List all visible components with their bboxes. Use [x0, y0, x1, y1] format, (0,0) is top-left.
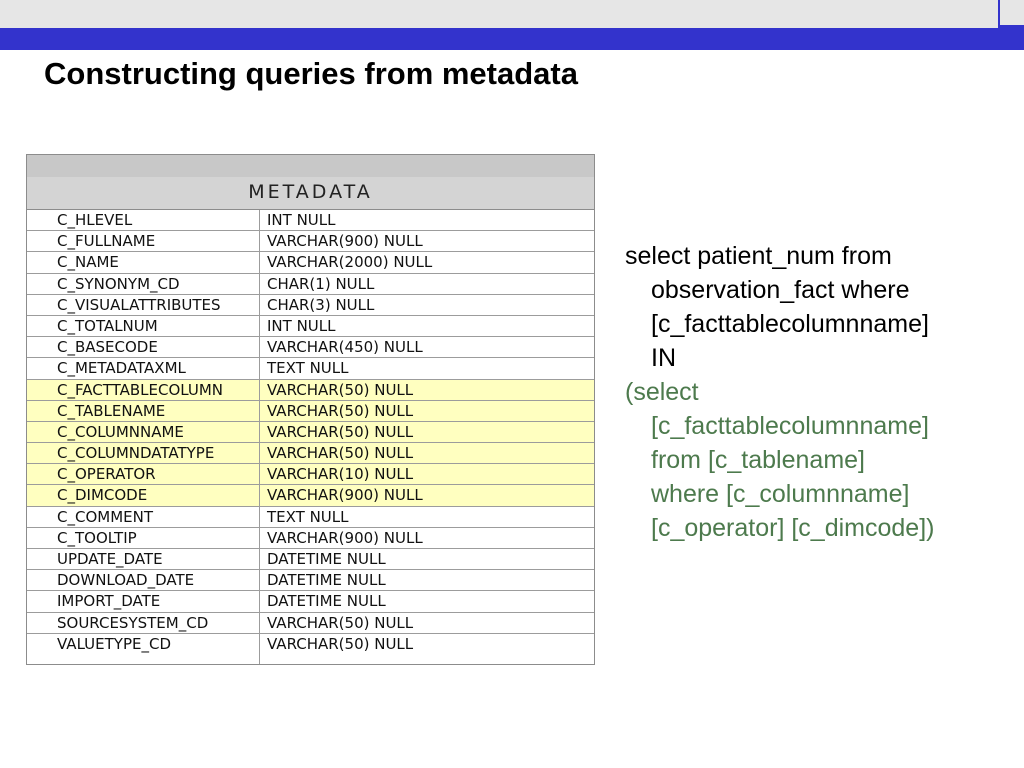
- sql-line: [c_facttablecolumnname]: [651, 412, 929, 440]
- column-name-cell: C_COMMENT: [27, 507, 260, 527]
- column-name-cell: C_FACTTABLECOLUMN: [27, 380, 260, 400]
- table-row: [27, 358, 594, 379]
- header-blue-corner: [998, 0, 1024, 50]
- sql-subquery: [625, 375, 1020, 545]
- table-row: [27, 380, 594, 401]
- column-type-cell: VARCHAR(50) NULL: [267, 444, 414, 463]
- metadata-table-header: [27, 155, 594, 210]
- column-name-cell: C_COLUMNDATATYPE: [27, 443, 260, 463]
- column-type-cell: TEXT NULL: [267, 507, 349, 526]
- column-name-cell: C_TOTALNUM: [27, 316, 260, 336]
- table-row: [27, 528, 594, 549]
- column-type-cell: DATETIME NULL: [267, 571, 386, 590]
- slide-title: Constructing queries from metadata: [44, 56, 578, 91]
- column-type-cell: INT NULL: [267, 211, 336, 229]
- table-row: [27, 295, 594, 316]
- sql-line: select patient_num from: [625, 242, 892, 270]
- table-row: [27, 401, 594, 422]
- column-name-cell: IMPORT_DATE: [27, 591, 260, 611]
- table-row: [27, 231, 594, 252]
- metadata-table-header-label: METADATA: [27, 177, 594, 209]
- column-type-cell: CHAR(1) NULL: [267, 274, 375, 293]
- table-row: [27, 443, 594, 464]
- sql-line: from [c_tablename]: [651, 446, 865, 474]
- table-row: [27, 422, 594, 443]
- header-gray-bar: [0, 0, 1024, 28]
- column-type-cell: VARCHAR(50) NULL: [267, 401, 414, 420]
- sql-query: [625, 239, 1020, 545]
- column-name-cell: DOWNLOAD_DATE: [27, 570, 260, 590]
- table-row: [27, 274, 594, 295]
- table-row: [27, 613, 594, 634]
- table-row: [27, 549, 594, 570]
- column-type-cell: INT NULL: [267, 316, 336, 335]
- column-type-cell: VARCHAR(50) NULL: [267, 422, 414, 441]
- column-name-cell: C_NAME: [27, 252, 260, 272]
- column-type-cell: VARCHAR(10) NULL: [267, 465, 414, 484]
- column-name-cell: C_METADATAXML: [27, 358, 260, 378]
- column-type-cell: VARCHAR(450) NULL: [267, 338, 423, 357]
- table-row: [27, 485, 594, 506]
- column-type-cell: VARCHAR(900) NULL: [267, 528, 423, 547]
- column-name-cell: C_COLUMNNAME: [27, 422, 260, 442]
- table-row: [27, 464, 594, 485]
- table-row: [27, 252, 594, 273]
- sql-line: where [c_columnname]: [651, 480, 910, 508]
- table-row: [27, 634, 594, 664]
- metadata-table-body: [27, 210, 594, 664]
- column-name-cell: C_OPERATOR: [27, 464, 260, 484]
- column-type-cell: VARCHAR(2000) NULL: [267, 253, 433, 272]
- table-row: [27, 337, 594, 358]
- column-type-cell: VARCHAR(900) NULL: [267, 486, 423, 505]
- column-type-cell: DATETIME NULL: [267, 592, 386, 611]
- sql-line: (select: [625, 378, 699, 406]
- sql-main-query: [625, 239, 1020, 375]
- header-blue-band: [0, 28, 998, 50]
- table-row: [27, 210, 594, 231]
- column-type-cell: VARCHAR(50) NULL: [267, 634, 414, 653]
- table-row: [27, 316, 594, 337]
- column-name-cell: UPDATE_DATE: [27, 549, 260, 569]
- column-name-cell: C_TOOLTIP: [27, 528, 260, 548]
- sql-line: IN: [651, 344, 676, 372]
- column-name-cell: VALUETYPE_CD: [27, 634, 260, 664]
- sql-line: observation_fact where: [651, 276, 910, 304]
- column-name-cell: C_TABLENAME: [27, 401, 260, 421]
- table-row: [27, 591, 594, 612]
- column-name-cell: C_SYNONYM_CD: [27, 274, 260, 294]
- column-name-cell: C_VISUALATTRIBUTES: [27, 295, 260, 315]
- table-row: [27, 507, 594, 528]
- sql-line: [c_operator] [c_dimcode]): [651, 514, 935, 542]
- column-type-cell: VARCHAR(900) NULL: [267, 232, 423, 251]
- table-row: [27, 570, 594, 591]
- column-type-cell: VARCHAR(50) NULL: [267, 380, 414, 399]
- column-type-cell: CHAR(3) NULL: [267, 295, 375, 314]
- column-name-cell: C_FULLNAME: [27, 231, 260, 251]
- column-name-cell: C_BASECODE: [27, 337, 260, 357]
- column-type-cell: VARCHAR(50) NULL: [267, 613, 414, 632]
- column-name-cell: C_HLEVEL: [27, 210, 260, 230]
- column-type-cell: TEXT NULL: [267, 359, 349, 378]
- column-name-cell: SOURCESYSTEM_CD: [27, 613, 260, 633]
- metadata-table: [26, 154, 595, 665]
- column-type-cell: DATETIME NULL: [267, 550, 386, 568]
- sql-line: [c_facttablecolumnname]: [651, 310, 929, 338]
- column-name-cell: C_DIMCODE: [27, 485, 260, 505]
